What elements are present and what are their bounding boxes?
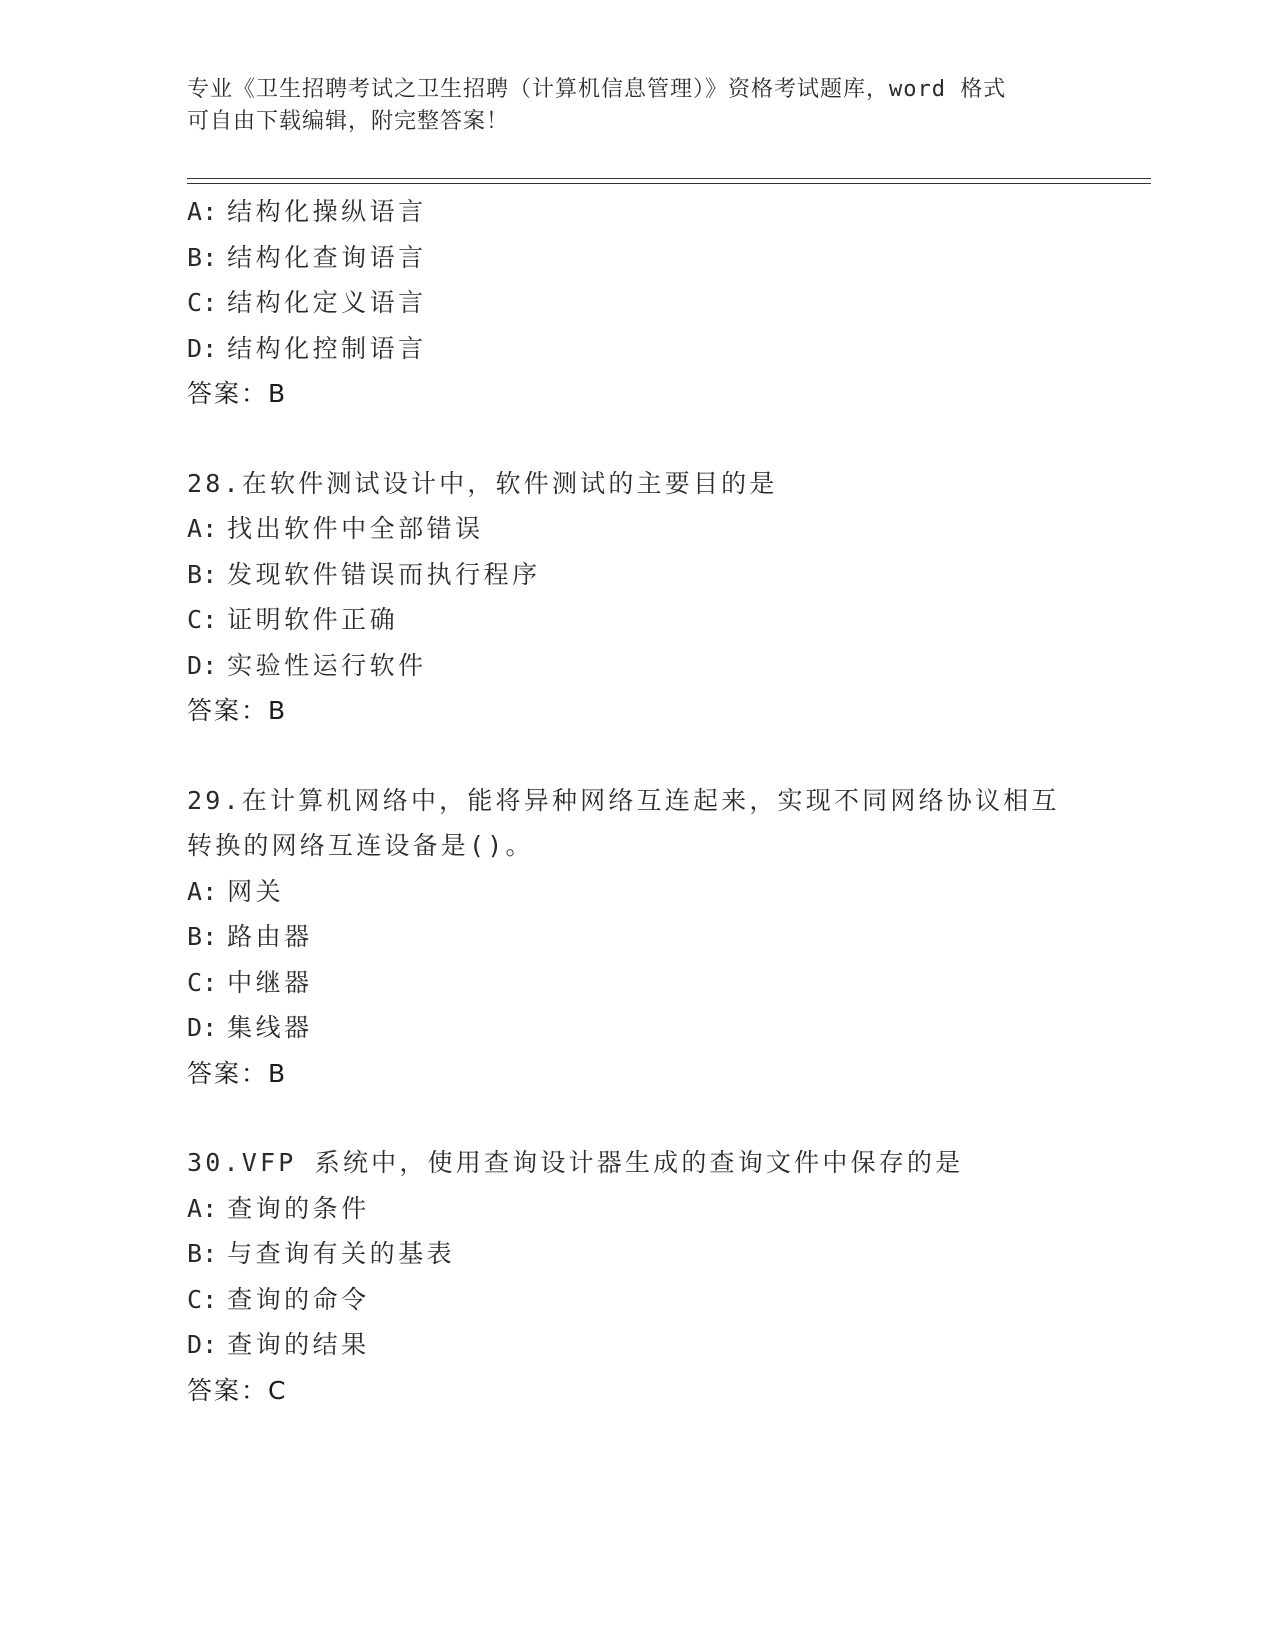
question-block-29 (187, 778, 1147, 1097)
answer-line: 答案：B (187, 1058, 288, 1088)
option-a: A: 查询的条件 (187, 1193, 370, 1223)
answer-line: 答案：B (187, 696, 288, 725)
header-line-1: 专业《卫生招聘考试之卫生招聘（计算机信息管理）》资格考试题库，word 格式 (187, 77, 1007, 102)
question-block-continued (187, 189, 1147, 417)
question-block-30 (187, 1140, 1147, 1413)
header-line-2: 可自由下载编辑，附完整答案！ (187, 109, 510, 134)
answer-line: 答案：C (187, 1375, 288, 1405)
option-d: D: 结构化控制语言 (187, 333, 427, 363)
question-text-continued: 转换的网络互连设备是()。 (187, 831, 534, 860)
document-header (187, 74, 1067, 138)
option-b: B: 发现软件错误而执行程序 (187, 559, 541, 589)
option-d: D: 查询的结果 (187, 1330, 370, 1359)
question-text: 30.VFP 系统中，使用查询设计器生成的查询文件中保存的是 (187, 1148, 964, 1177)
option-b: B: 结构化查询语言 (187, 242, 427, 272)
option-b: B: 路由器 (187, 922, 313, 951)
option-d: D: 集线器 (187, 1013, 313, 1042)
option-d: D: 实验性运行软件 (187, 650, 427, 680)
question-text: 28.在软件测试设计中，软件测试的主要目的是 (187, 468, 778, 498)
header-divider-top (187, 178, 1151, 179)
question-text: 29.在计算机网络中，能将异种网络互连起来，实现不同网络协议相互 (187, 785, 1060, 815)
question-list (187, 189, 1147, 1413)
option-c: C: 证明软件正确 (187, 605, 399, 634)
question-block-28 (187, 461, 1147, 734)
option-a: A: 找出软件中全部错误 (187, 514, 484, 543)
option-c: C: 结构化定义语言 (187, 288, 427, 317)
option-c: C: 中继器 (187, 967, 313, 997)
option-b: B: 与查询有关的基表 (187, 1239, 456, 1268)
option-a: A: 结构化操纵语言 (187, 197, 427, 226)
answer-line: 答案：B (187, 379, 288, 408)
option-c: C: 查询的命令 (187, 1284, 370, 1314)
header-divider-bottom (187, 183, 1151, 184)
option-a: A: 网关 (187, 876, 285, 906)
